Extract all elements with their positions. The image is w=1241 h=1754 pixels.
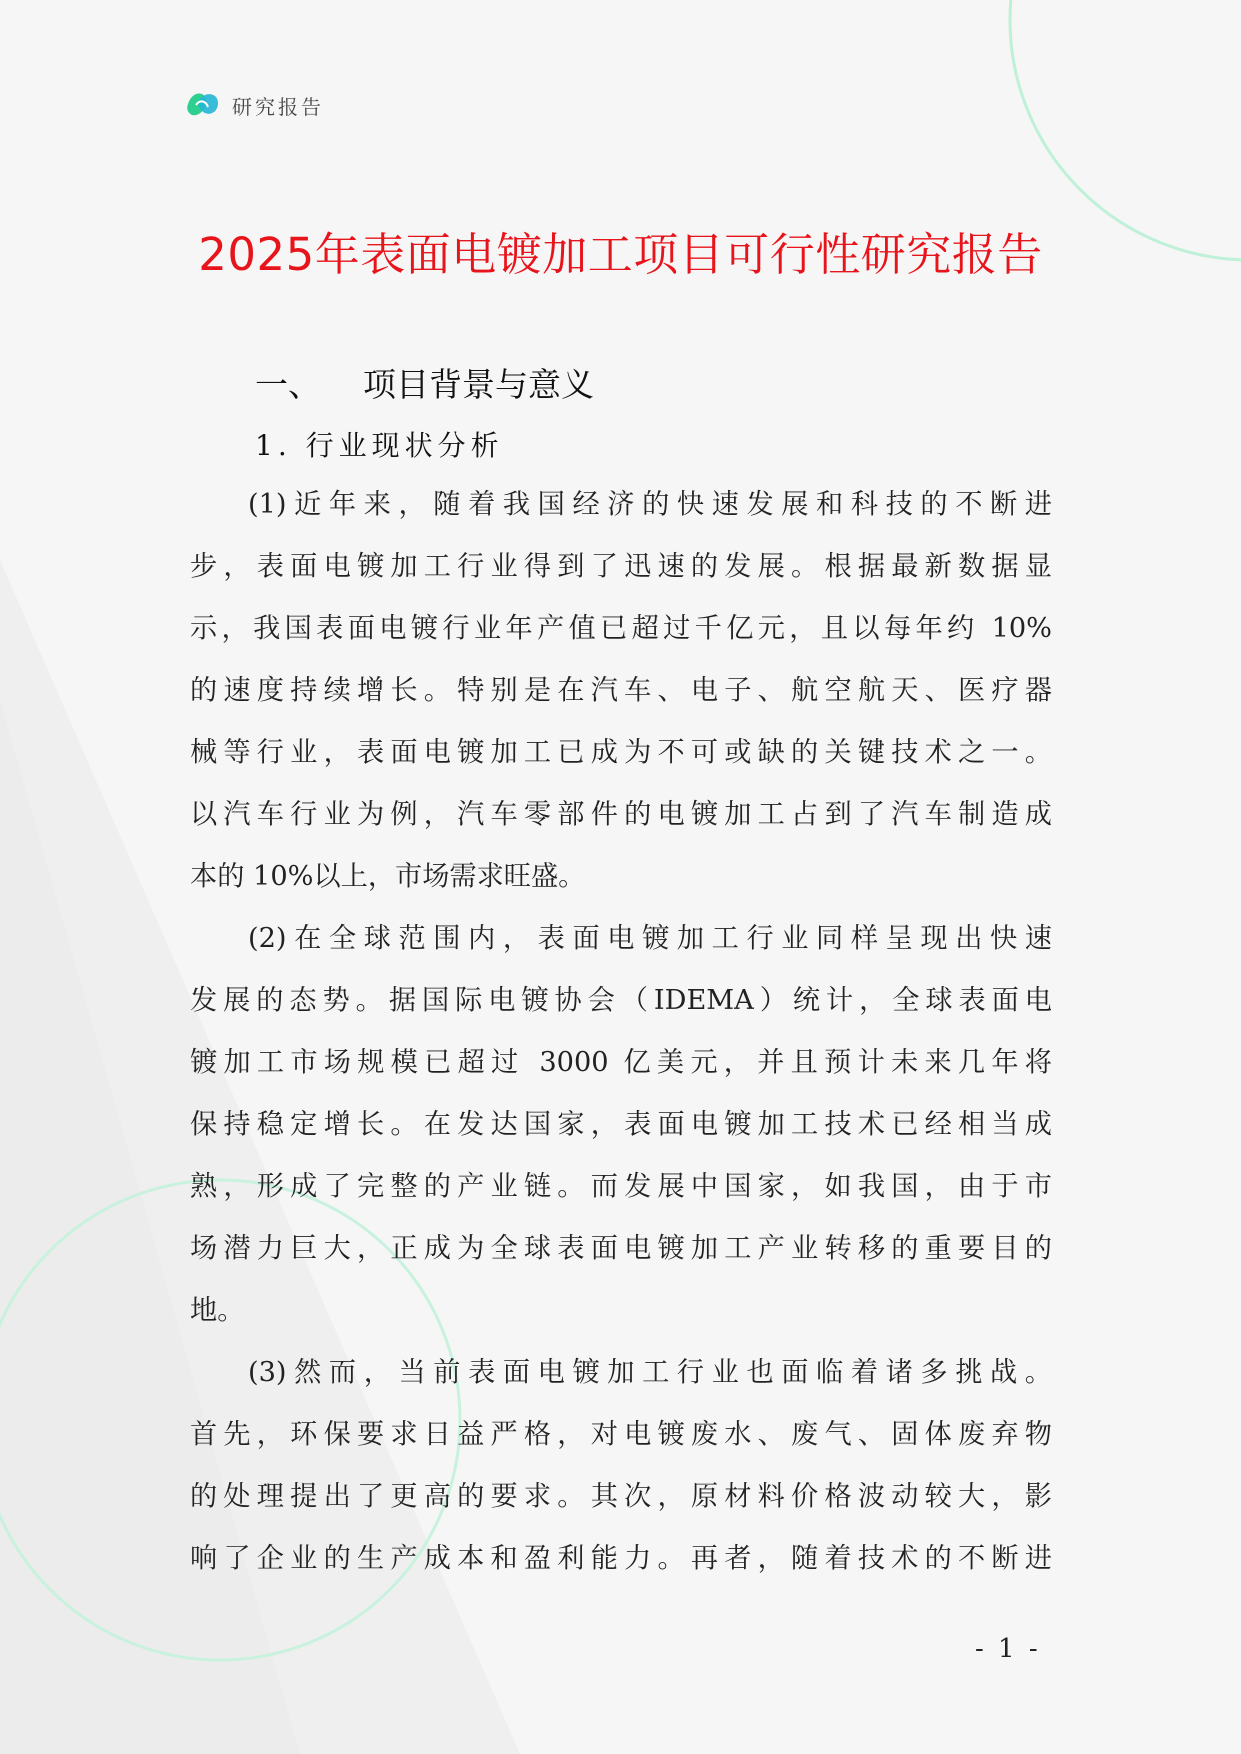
text-line: 以汽车行业为例，汽车零部件的电镀加工占到了汽车制造成 <box>190 799 1052 830</box>
text-line: (3)然而，当前表面电镀加工行业也面临着诸多挑战。 <box>248 1357 1052 1388</box>
text-line: 首先，环保要求日益严格，对电镀废水、废气、固体废弃物 <box>190 1419 1052 1450</box>
text-line: 场潜力巨大，正成为全球表面电镀加工产业转移的重要目的 <box>190 1233 1052 1264</box>
text-line: 镀加工市场规模已超过 3000 亿美元，并且预计未来几年将 <box>190 1047 1052 1078</box>
text-line: 示，我国表面电镀行业年产值已超过千亿元，且以每年约 10% <box>190 613 1052 644</box>
paragraph-1 <box>190 474 1052 908</box>
text-line: (1)近年来，随着我国经济的快速发展和科技的不断进 <box>248 489 1052 520</box>
document-title: 2025年表面电镀加工项目可行性研究报告 <box>198 228 1043 281</box>
text-line: 响了企业的生产成本和盈利能力。再者，随着技术的不断进 <box>190 1543 1052 1574</box>
text-line: 的处理提出了更高的要求。其次，原材料价格波动较大，影 <box>190 1481 1052 1512</box>
text-line: 熟，形成了完整的产业链。而发展中国家，如我国，由于市 <box>190 1171 1052 1202</box>
body-text <box>190 474 1052 1590</box>
text-line: 步，表面电镀加工行业得到了迅速的发展。根据最新数据显 <box>190 551 1052 582</box>
section-heading <box>255 359 594 406</box>
text-line: 的速度持续增长。特别是在汽车、电子、航空航天、医疗器 <box>190 675 1052 706</box>
leaf-logo-icon <box>186 89 220 119</box>
text-line: 发展的态势。据国际电镀协会（IDEMA）统计，全球表面电 <box>190 985 1052 1016</box>
section-title: 项目背景与意义 <box>363 365 594 404</box>
text-line: 本的 10%以上，市场需求旺盛。 <box>190 861 586 892</box>
text-line: 地。 <box>190 1295 245 1326</box>
subsection-heading: 1. 行业现状分析 <box>255 429 504 462</box>
text-line: 械等行业，表面电镀加工已成为不可或缺的关键技术之一。 <box>190 737 1052 768</box>
paragraph-3 <box>190 1342 1052 1590</box>
paragraph-2 <box>190 908 1052 1342</box>
header-label: 研究报告 <box>232 95 324 119</box>
page-number: - 1 - <box>975 1634 1041 1664</box>
text-line: (2)在全球范围内，表面电镀加工行业同样呈现出快速 <box>248 923 1052 954</box>
section-number: 一、 <box>255 365 321 404</box>
text-line: 保持稳定增长。在发达国家，表面电镀加工技术已经相当成 <box>190 1109 1052 1140</box>
